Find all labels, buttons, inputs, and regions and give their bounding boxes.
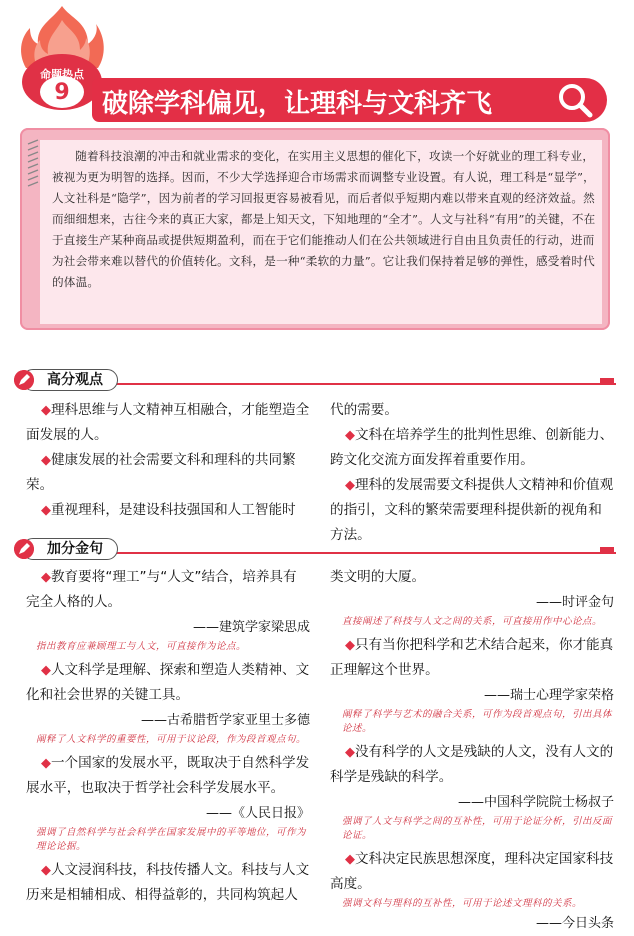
quote-block: ◆文科决定民族思想深度，理科决定国家科技高度。 强调文科与理科的互补性，可用于论述文理科的关系。 ——今日头条	[330, 847, 614, 936]
quote-source: ——《人民日报》	[205, 806, 310, 821]
quote-block: ◆教育要将“理工”与“人文”结合，培养具有完全人格的人。 ——建筑学家梁思成 指出教育应兼顾理工与人文，可直接作为论点。	[26, 569, 310, 652]
annotation-note: 阐释了科学与艺术的融合关系，可作为段首观点句，引出具体论述。	[342, 709, 613, 734]
quotes-left-column	[26, 565, 310, 908]
hot-topic-label: 命题热点	[40, 68, 84, 81]
quote-block: ◆没有科学的人文是残缺的人文，没有人文的科学是残缺的科学。 ——中国科学院院士杨叔子 强调了人文与科学之间的互补性，可用于论证分析，引出反面论证。	[330, 744, 614, 841]
annotation-note: 直接阐述了科技与人文之间的关系，可直接用作中心论点。	[342, 616, 603, 627]
quote-block: ◆一个国家的发展水平，既取决于自然科学发展水平，也取决于哲学社会科学发展水平。 ——《人民日报》 强调了自然科学与社会科学在国家发展中的平等地位，可作为理论论据。	[26, 755, 310, 852]
section-title: 高分观点	[47, 372, 103, 388]
list-item: ◆文科在培养学生的批判性思维、创新能力、跨文化交流方面发挥着重要作用。	[330, 427, 614, 468]
stripe-decoration	[26, 138, 40, 198]
intro-text: 随着科技浪潮的冲击和就业需求的变化，在实用主义思想的催化下，攻读一个好就业的理工科专业，被视为更为明智的选择。因而，不少大学选择迎合市场需求而调整专业设置。有人说，理工科是“显学”，人文社科是“隐学”，因为前者的学习回报更容易被看见，而后者似乎短期内难以带来直观的经济效益。然而细细想来，古往今来的真正大家，都是上知天文，下知地理的“全才”。人文与社科“有用”的关键，不在于直接生产某种商品或提供短期盈利，而在于它们能推动人们在公共领域进行自由且负责任的行动，进而为社会带来难以替代的价值转化。文科，是一种“柔软的力量”。它让我们保持着足够的弹性，感受着时代的体温。	[52, 149, 596, 289]
divider-tick	[600, 378, 614, 383]
pen-icon	[14, 370, 34, 390]
viewpoints-left-column	[26, 398, 310, 523]
list-item-continued: 代的需要。	[330, 402, 398, 418]
quote-block: ◆人文科学是理解、探索和塑造人类精神、文化和社会世界的关键工具。 ——古希腊哲学家亚里士多德 阐释了人文科学的重要性，可用于议论段，作为段首观点句。	[26, 662, 310, 745]
section-divider	[100, 383, 616, 385]
section-header-quotes	[22, 538, 118, 560]
hot-topic-number: 9	[54, 80, 70, 105]
quote-text: 没有科学的人文是残缺的人文，没有人文的科学是残缺的科学。	[330, 744, 614, 785]
quote-source: ——瑞士心理学家荣格	[483, 688, 614, 703]
list-item: ◆重视理科，是建设科技强国和人工智能时	[40, 502, 296, 518]
quote-block	[330, 565, 614, 629]
quote-block: ◆只有当你把科学和艺术结合起来，你才能真正理解这个世界。 ——瑞士心理学家荣格 阐释了科学与艺术的融合关系，可作为段首观点句，引出具体论述。	[330, 637, 614, 734]
quote-source: ——建筑学家梁思成	[192, 620, 310, 635]
quote-text-continued: 类文明的大厦。	[330, 569, 426, 585]
section-header-viewpoints	[22, 369, 118, 391]
quote-text: 人文科学是理解、探索和塑造人类精神、文化和社会世界的关键工具。	[26, 662, 310, 703]
pen-icon	[14, 539, 34, 559]
quote-block: ◆人文浸润科技，科技传播人文。科技与人文历来是相辅相成、相得益彰的，共同构筑起人	[26, 862, 310, 903]
list-item: ◆理科思维与人文精神互相融合，才能塑造全面发展的人。	[26, 402, 310, 443]
section-divider	[100, 552, 616, 554]
quote-text: 文科决定民族思想深度，理科决定国家科技高度。	[330, 851, 614, 892]
magnifier-icon	[555, 80, 595, 120]
quotes-right-column	[330, 565, 614, 936]
page-title: 破除学科偏见，让理科与文科齐飞	[102, 89, 493, 119]
annotation-note: 强调了自然科学与社会科学在国家发展中的平等地位，可作为理论论据。	[36, 827, 307, 852]
annotation-note: 指出教育应兼顾理工与人文，可直接作为论点。	[36, 641, 247, 652]
list-item: ◆健康发展的社会需要文科和理科的共同繁荣。	[26, 452, 296, 493]
section-title: 加分金句	[47, 541, 103, 557]
divider-tick	[600, 547, 614, 552]
annotation-note: 强调文科与理科的互补性，可用于论述文理科的关系。	[342, 898, 583, 909]
list-item: ◆理科的发展需要文科提供人文精神和价值观的指引，文科的繁荣需要理科提供新的视角和方法。	[330, 477, 614, 543]
quote-text: 只有当你把科学和艺术结合起来，你才能真正理解这个世界。	[330, 637, 614, 678]
quote-source: ——中国科学院院士杨叔子	[457, 795, 614, 810]
annotation-note: 强调了人文与科学之间的互补性，可用于论证分析，引出反面论证。	[342, 816, 613, 841]
quote-source: ——时评金句	[535, 595, 614, 610]
viewpoints-right-column	[330, 398, 614, 548]
quote-text: 一个国家的发展水平，既取决于自然科学发展水平，也取决于哲学社会科学发展水平。	[26, 755, 310, 796]
quote-text: 教育要将“理工”与“人文”结合，培养具有完全人格的人。	[26, 569, 297, 610]
quote-text: 人文浸润科技，科技传播人文。科技与人文历来是相辅相成、相得益彰的，共同构筑起人	[26, 862, 310, 903]
annotation-note: 阐释了人文科学的重要性，可用于议论段，作为段首观点句。	[36, 734, 307, 745]
quote-source: ——今日头条	[535, 916, 614, 931]
quote-source: ——古希腊哲学家亚里士多德	[140, 713, 310, 728]
